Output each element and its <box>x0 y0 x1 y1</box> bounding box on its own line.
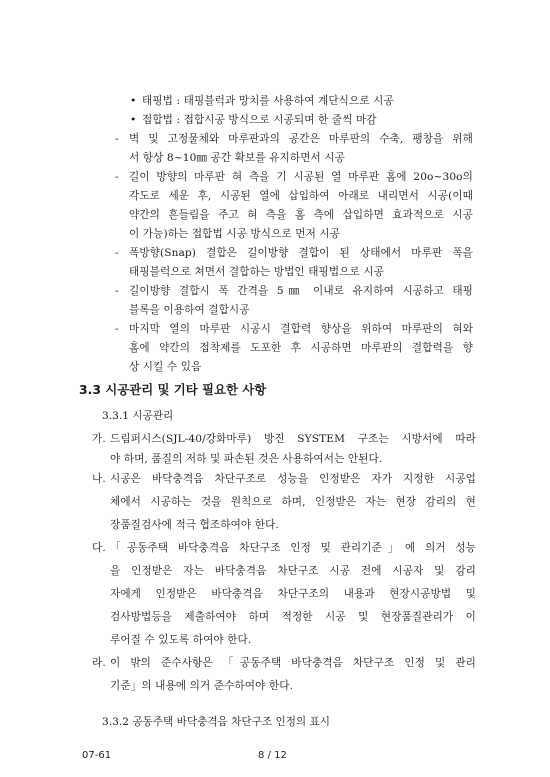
dash-line: 마지막 열의 마루판 시공시 결합력 향상을 위하여 마루판의 혀와 <box>129 323 473 335</box>
item-line: 장품질검사에 적극 협조하여야 한다. <box>110 519 279 531</box>
item-line: 을 인정받은 자는 바닥충격음 차단구조 시공 전에 시공자 및 감리 <box>110 565 476 577</box>
dash-item <box>115 320 473 377</box>
bullet-item <box>130 111 460 130</box>
dash-line: 폭방향(Snap) 결합은 길이방향 결합이 된 상태에서 마루판 폭을 <box>129 247 473 259</box>
dash-item <box>115 168 473 244</box>
item-marker: 나. <box>92 473 106 485</box>
item-line: 「공동주택 바닥충격음 차단구조 인정 및 관리기준」에 의거 성능 <box>110 542 476 554</box>
item-line: 자에게 인정받은 바닥충격음 차단구조의 내용과 현장시공방법 및 <box>110 588 476 600</box>
item-line: 기준」의 내용에 의거 준수하여야 한다. <box>110 680 294 692</box>
section-title: 시공관리 및 기타 필요한 사항 <box>105 382 267 397</box>
item-line: 검사방법등을 제출하여야 하며 적정한 시공 및 현장품질관리가 이 <box>110 611 476 623</box>
section-number: 3.3 <box>79 382 101 397</box>
list-item <box>92 468 476 537</box>
item-marker: 라. <box>92 657 106 669</box>
list-item <box>92 429 476 469</box>
page-number: 8 / 12 <box>258 750 287 761</box>
dash-line: 블록을 이용하여 결합시공 <box>129 304 250 316</box>
section-heading <box>79 380 266 398</box>
dash-item <box>115 244 473 282</box>
document-code: 07-61 <box>82 750 112 761</box>
item-line: 이 밖의 준수사항은 「공동주택 바닥충격음 차단구조 인정 및 관리 <box>110 657 476 669</box>
dash-line: 벽 및 고정물체와 마루판과의 공간은 마루판의 수축, 팽창을 위해 <box>129 133 473 145</box>
dash-line: 이 가능)하는 접합법 시공 방식으로 먼저 시공 <box>129 228 341 240</box>
dash-mark: - <box>115 323 119 335</box>
dash-line: 길이방향 결합시 폭 간격을 5㎜ 이내로 유지하여 시공하고 태핑 <box>129 285 473 297</box>
item-line: 체에서 시공하는 것을 원칙으로 하며, 인정받은 자는 현장 감리의 현 <box>110 496 476 508</box>
item-line: 시공은 바닥충격음 차단구조로 성능을 인정받은 자가 지정한 시공업 <box>110 473 476 485</box>
subsection-heading: 3.3.2 공동주택 바닥충격음 차단구조 인정의 표시 <box>102 716 330 728</box>
dash-line: 길이 방향의 마루판 혀 측을 기 시공된 열 마루판 홈에 20o~30o의 <box>129 171 473 183</box>
bullet-item <box>130 92 460 111</box>
item-marker: 다. <box>92 542 106 554</box>
subsection-heading: 3.3.1 시공관리 <box>102 410 174 422</box>
dash-item <box>115 282 473 320</box>
dash-mark: - <box>115 247 119 259</box>
item-line: 루어질 수 있도록 하여야 한다. <box>110 634 252 646</box>
list-item <box>92 537 476 652</box>
item-line: 야 하며, 품질의 저하 및 파손된 것은 사용하여서는 안된다. <box>110 453 383 465</box>
bullet-icon: • <box>130 95 137 107</box>
dash-line: 홈에 약간의 접착제를 도포한 후 시공하면 마루판의 결합력을 향 <box>129 342 473 354</box>
list-item <box>92 652 476 698</box>
dash-item <box>115 130 473 168</box>
dash-mark: - <box>115 133 119 145</box>
dash-line: 서 항상 8~10㎜ 공간 확보를 유지하면서 시공 <box>129 152 345 164</box>
item-line: 드림퍼시스(SJL-40/강화마루) 방진 SYSTEM 구조는 시방서에 따라 <box>110 433 476 445</box>
dash-line: 약간의 흔들림을 주고 혀 측을 홈 측에 삽입하면 효과적으로 시공 <box>129 209 473 221</box>
dash-mark: - <box>115 285 119 297</box>
dash-line: 각도로 세운 후, 시공된 열에 삽입하여 아래로 내리면서 시공(이때 <box>129 190 473 202</box>
dash-line: 태핑블럭으로 쳐면서 결합하는 방법인 태핑법으로 시공 <box>129 266 385 278</box>
bullet-text: 태핑법 : 태핑블럭과 망치를 사용하여 계단식으로 시공 <box>142 95 394 107</box>
dash-mark: - <box>115 171 119 183</box>
item-marker: 가. <box>92 433 106 445</box>
bullet-icon: • <box>130 114 137 126</box>
dash-line: 상 시킬 수 있음 <box>129 361 202 373</box>
bullet-text: 접합법 : 접합시공 방식으로 시공되며 한 줄씩 마감 <box>142 114 377 126</box>
